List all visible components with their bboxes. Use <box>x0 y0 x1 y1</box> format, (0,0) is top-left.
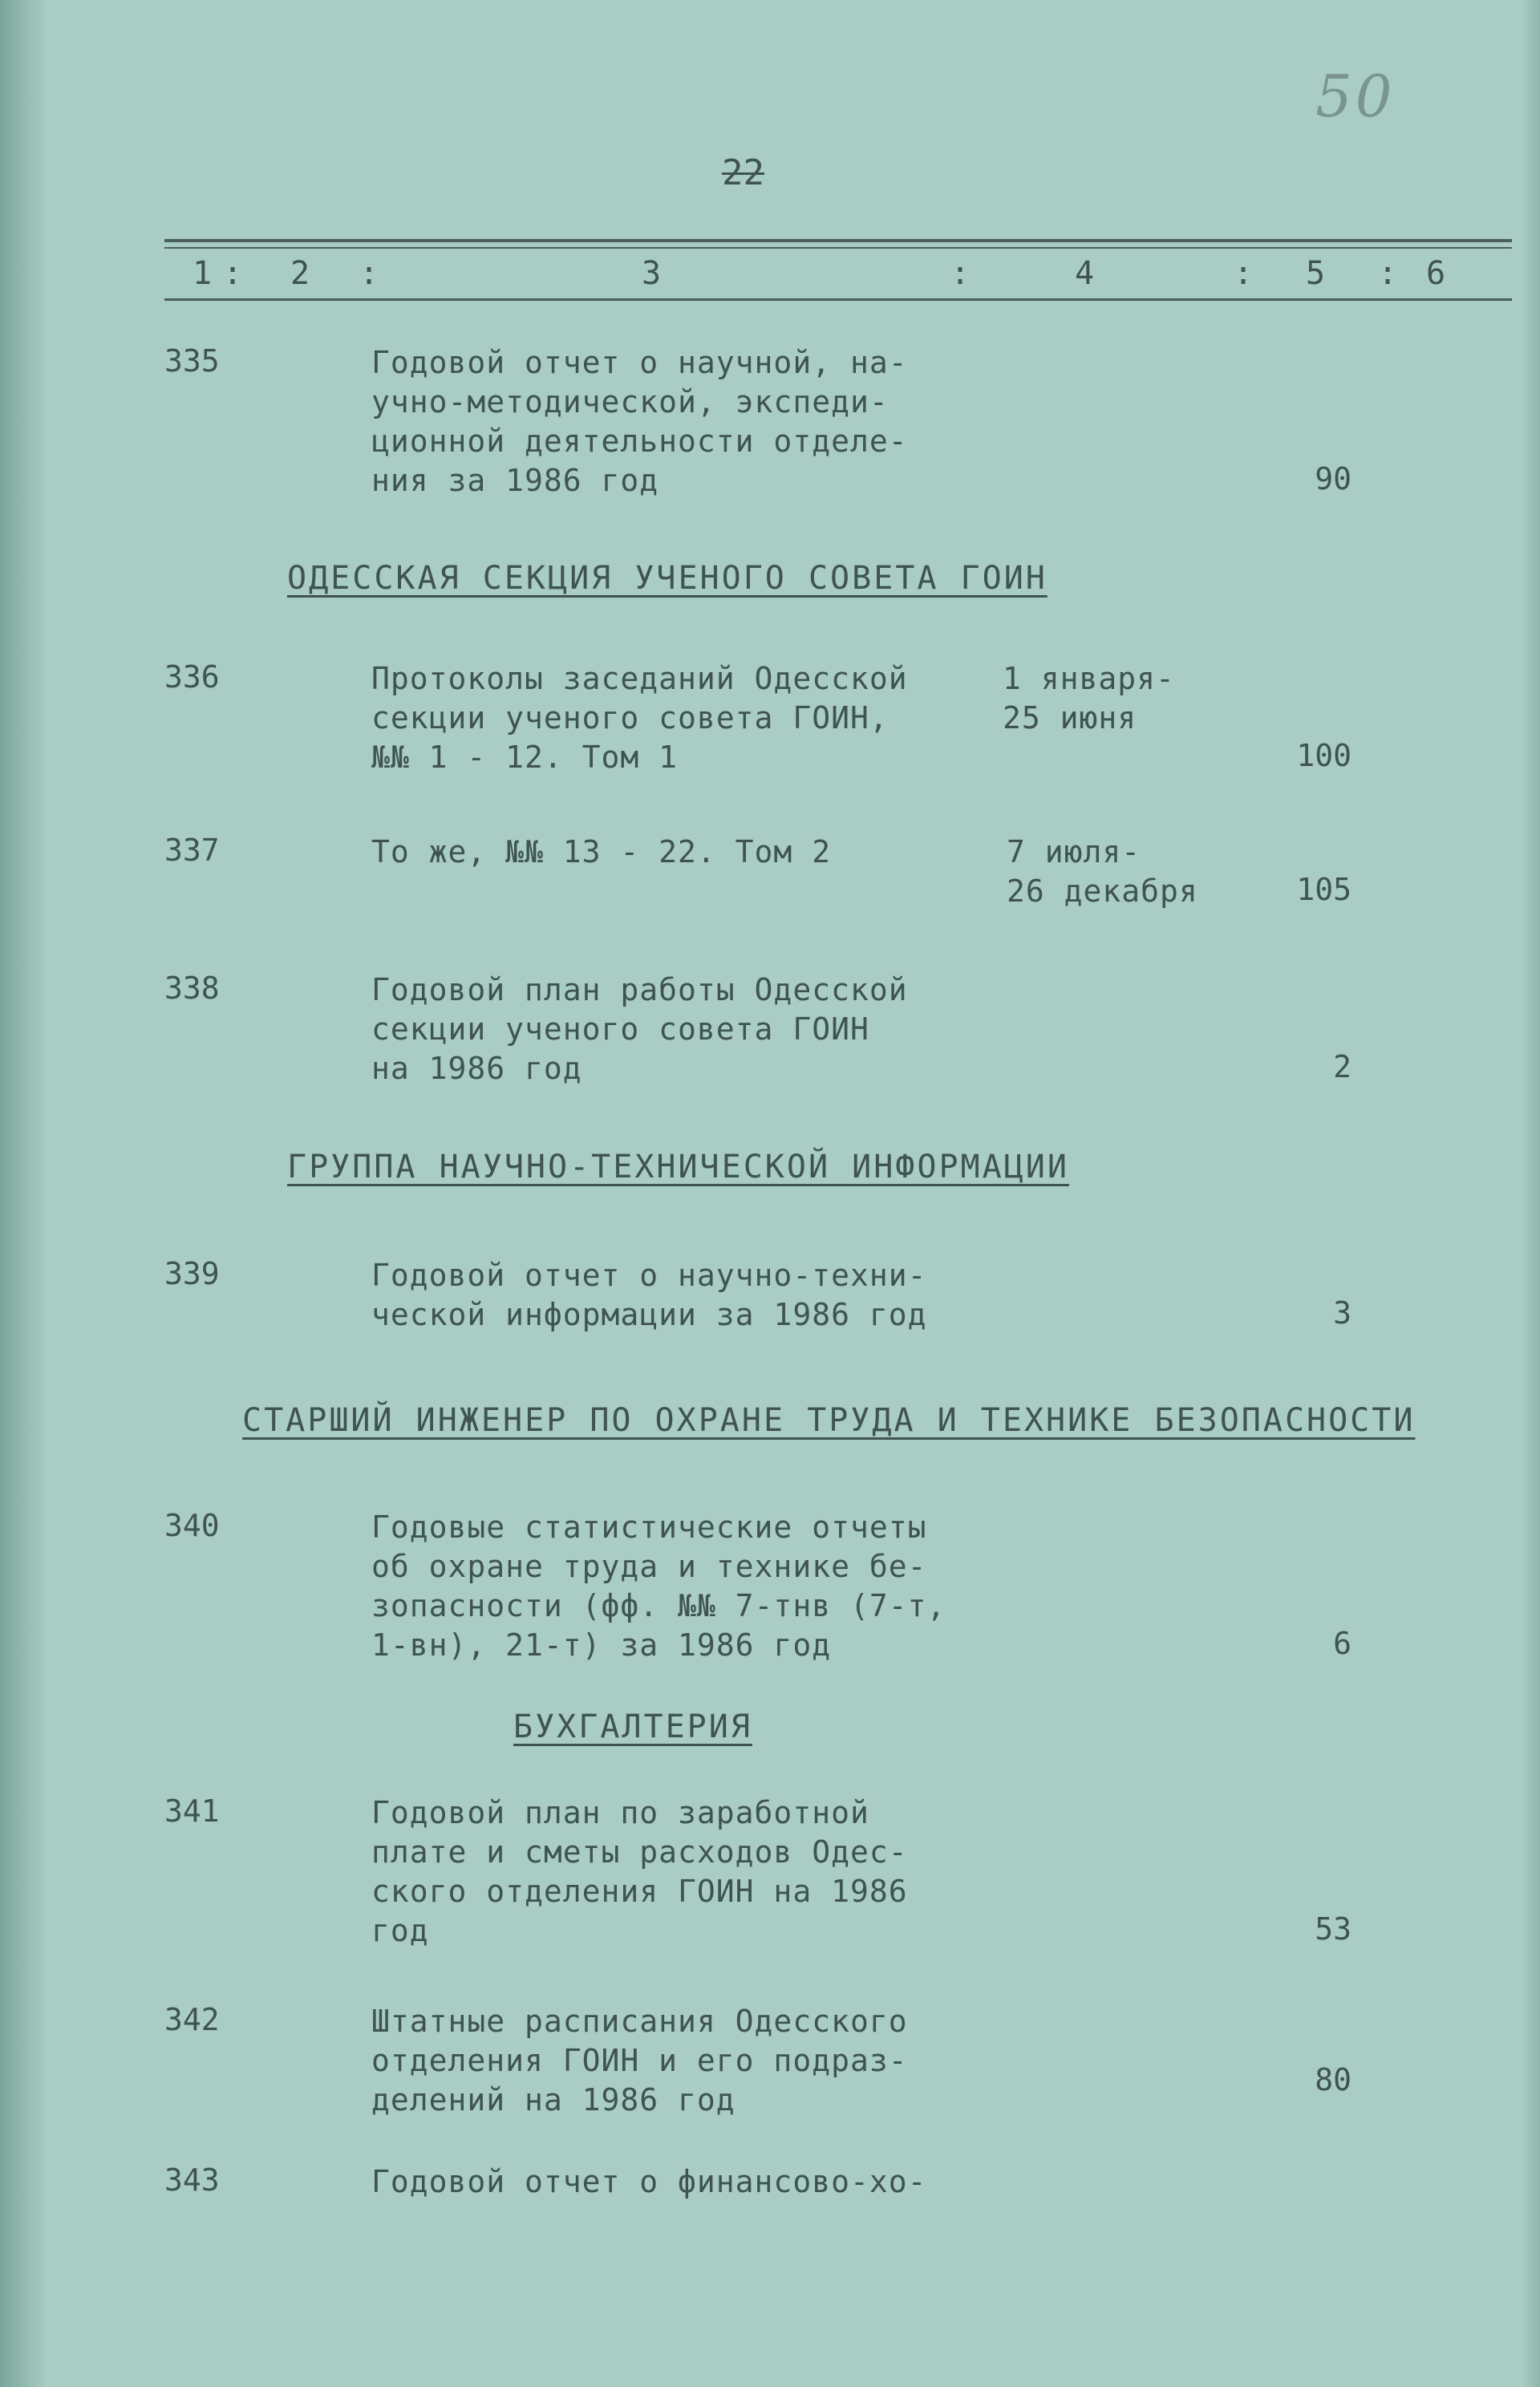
handwritten-sheet-number: 50 <box>1315 63 1396 130</box>
column-header-separator: : <box>950 255 971 292</box>
entry-number: 343 <box>164 2162 220 2198</box>
column-header-6: 6 <box>1426 255 1446 292</box>
header-rule-top <box>164 239 1512 242</box>
entry-sheet-count: 3 <box>1333 1295 1352 1331</box>
column-header-1: 1 <box>192 255 213 292</box>
entry-title: Протоколы заседаний Одесской секции ученого совета ГОИН, №№ 1 - 12. Том 1 <box>371 661 908 775</box>
header-rule-top-second <box>164 247 1512 249</box>
section-heading: ОДЕССКАЯ СЕКЦИЯ УЧЕНОГО СОВЕТА ГОИН <box>287 560 1048 597</box>
binding-margin <box>0 0 47 2387</box>
page-edge <box>1522 0 1540 2387</box>
section-heading: БУХГАЛТЕРИЯ <box>513 1708 752 1745</box>
column-header-3: 3 <box>642 255 662 292</box>
section-heading: СТАРШИЙ ИНЖЕНЕР ПО ОХРАНЕ ТРУДА И ТЕХНИКЕ БЕЗОПАСНОСТИ <box>242 1402 1416 1439</box>
column-header-separator: : <box>359 255 379 292</box>
page-number: 22 <box>722 152 764 193</box>
entry-number: 342 <box>164 2002 220 2037</box>
entry-title: Годовой отчет о финансово-хо- <box>371 2164 927 2199</box>
entry-number: 336 <box>164 659 220 695</box>
entry-dates: 7 июля- 26 декабря <box>1007 834 1198 909</box>
list-item <box>164 833 1352 909</box>
entry-title: Годовой отчет о научно-техни- ческой информации за 1986 год <box>371 1258 927 1332</box>
entry-number: 337 <box>164 833 220 868</box>
entry-title: Годовой план по заработной плате и сметы расходов Одес- ского отделения ГОИН на 1986 год <box>371 1795 908 1948</box>
column-header-separator: : <box>1378 255 1398 292</box>
header-rule-bottom <box>164 298 1512 301</box>
entry-sheet-count: 90 <box>1315 461 1352 496</box>
entry-sheet-count: 53 <box>1315 1911 1352 1947</box>
entry-title: Годовые статистические отчеты об охране труда и технике бе- зопасности (фф. №№ 7-тнв (7-т, 1-вн), 21-т) за 1986 год <box>371 1510 946 1663</box>
list-item <box>164 343 1352 498</box>
entry-number: 335 <box>164 343 220 379</box>
entry-dates: 1 января- 25 июня <box>1003 661 1175 736</box>
entry-number: 339 <box>164 1256 220 1291</box>
entry-sheet-count: 6 <box>1333 1626 1352 1661</box>
list-item <box>164 1256 1352 1332</box>
list-item <box>164 1793 1352 1948</box>
column-header-4: 4 <box>1075 255 1095 292</box>
list-item <box>164 2162 1352 2199</box>
list-item <box>164 2002 1352 2118</box>
entry-sheet-count: 105 <box>1296 872 1352 907</box>
entry-title: Годовой отчет о научной, на- учно-методической, экспеди- ционной деятельности отделе- ния за 1986 год <box>371 345 908 498</box>
list-item <box>164 1508 1352 1663</box>
list-item <box>164 971 1352 1086</box>
column-header-separator: : <box>223 255 243 292</box>
entry-number: 341 <box>164 1793 220 1829</box>
section-heading: ГРУППА НАУЧНО-ТЕХНИЧЕСКОЙ ИНФОРМАЦИИ <box>287 1149 1069 1185</box>
column-header-2: 2 <box>290 255 310 292</box>
entry-title: Штатные расписания Одесского отделения ГОИН и его подраз- делений на 1986 год <box>371 2004 908 2118</box>
entry-sheet-count: 2 <box>1333 1049 1352 1084</box>
entry-number: 338 <box>164 971 220 1006</box>
column-header-5: 5 <box>1306 255 1326 292</box>
entry-title: Годовой план работы Одесской секции ученого совета ГОИН на 1986 год <box>371 972 908 1086</box>
entry-sheet-count: 80 <box>1315 2062 1352 2097</box>
list-item <box>164 659 1352 775</box>
entry-number: 340 <box>164 1508 220 1543</box>
column-header-separator: : <box>1234 255 1254 292</box>
entry-title: То же, №№ 13 - 22. Том 2 <box>371 834 832 869</box>
entry-sheet-count: 100 <box>1296 738 1352 773</box>
